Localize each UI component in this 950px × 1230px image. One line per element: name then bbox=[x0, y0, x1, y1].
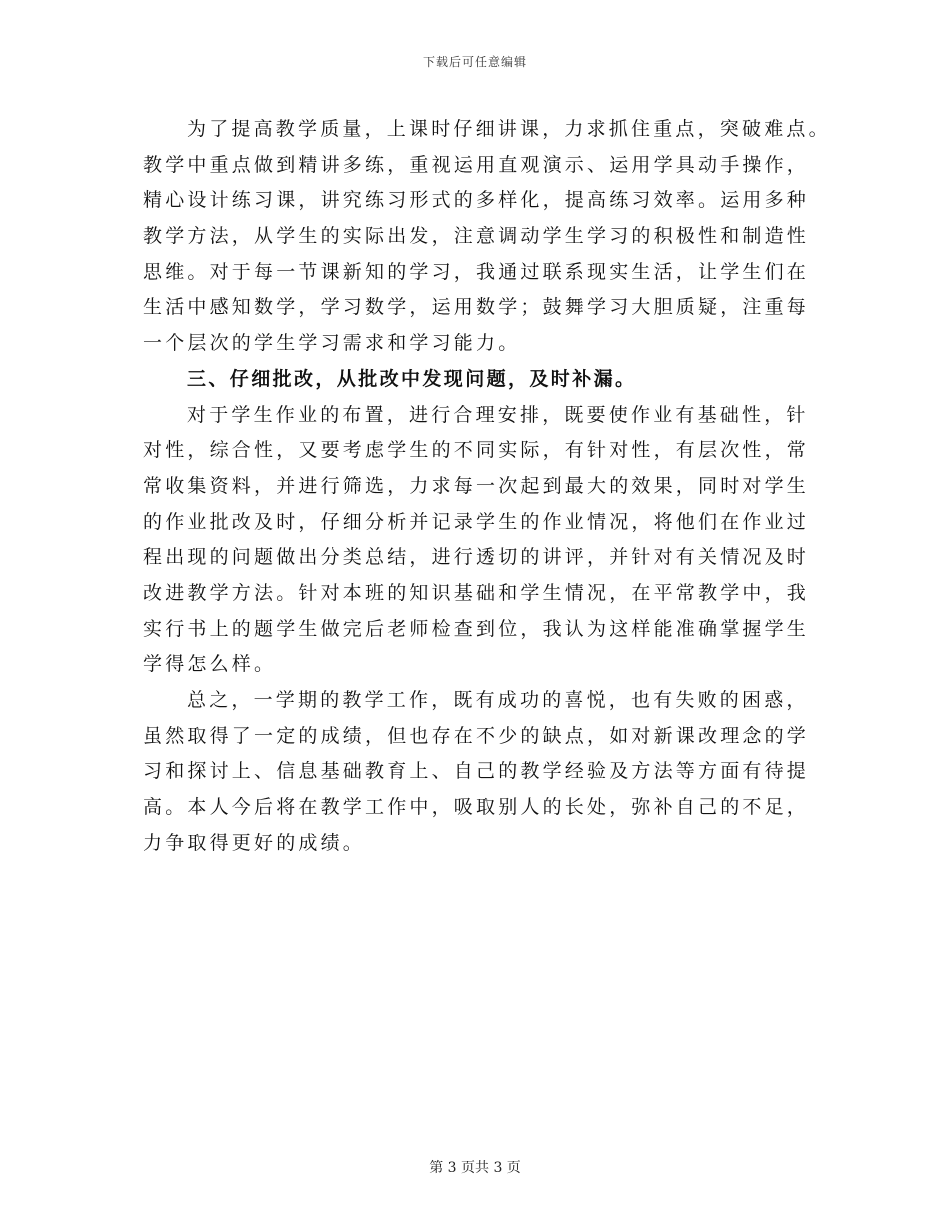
paragraph-line: 虽然取得了一定的成绩，但也存在不少的缺点，如对新课改理念的学 bbox=[143, 724, 810, 747]
page-footer: 第 3 页共 3 页 bbox=[429, 1160, 521, 1176]
section-heading: 三、仔细批改，从批改中发现问题，及时补漏。 bbox=[187, 367, 637, 390]
paragraph-line: 力争取得更好的成绩。 bbox=[143, 831, 366, 854]
paragraph-line: 对于学生作业的布置，进行合理安排，既要使作业有基础性，针 bbox=[187, 403, 809, 426]
paragraph-line: 对性，综合性，又要考虑学生的不同实际，有针对性，有层次性，常 bbox=[143, 439, 810, 462]
paragraph-line: 生活中感知数学，学习数学，运用数学；鼓舞学习大胆质疑，注重每 bbox=[143, 296, 810, 319]
paragraph-line: 总之，一学期的教学工作，既有成功的喜悦，也有失败的困惑， bbox=[187, 689, 809, 711]
paragraph-line: 教学方法，从学生的实际出发，注意调动学生学习的积极性和制造性 bbox=[143, 225, 810, 248]
paragraph-line: 实行书上的题学生做完后老师检查到位，我认为这样能准确掌握学生 bbox=[143, 617, 810, 640]
document-body bbox=[143, 112, 831, 861]
paragraph-line: 学得怎么样。 bbox=[143, 653, 277, 676]
paragraph-line: 的作业批改及时，仔细分析并记录学生的作业情况，将他们在作业过 bbox=[143, 510, 810, 533]
page-header: 下载后可任意编辑 bbox=[422, 55, 527, 69]
paragraph-line: 程出现的问题做出分类总结，进行透切的讲评，并针对有关情况及时 bbox=[143, 546, 810, 569]
paragraph-line: 为了提高教学质量，上课时仔细讲课，力求抓住重点，突破难点。 bbox=[187, 118, 831, 140]
paragraph-line: 高。本人今后将在教学工作中，吸取别人的长处，弥补自己的不足， bbox=[143, 796, 810, 819]
paragraph-line: 习和探讨上、信息基础教育上、自己的教学经验及方法等方面有待提 bbox=[143, 760, 810, 783]
paragraph-line: 精心设计练习课，讲究练习形式的多样化，提高练习效率。运用多种 bbox=[143, 189, 810, 212]
paragraph-line: 教学中重点做到精讲多练，重视运用直观演示、运用学具动手操作， bbox=[143, 153, 810, 176]
paragraph-line: 常收集资料，并进行筛选，力求每一次起到最大的效果，同时对学生 bbox=[143, 474, 810, 497]
paragraph-line: 改进教学方法。针对本班的知识基础和学生情况，在平常教学中，我 bbox=[143, 581, 810, 604]
paragraph-line: 一个层次的学生学习需求和学习能力。 bbox=[143, 332, 521, 355]
paragraph-line: 思维。对于每一节课新知的学习，我通过联系现实生活，让学生们在 bbox=[143, 260, 810, 283]
